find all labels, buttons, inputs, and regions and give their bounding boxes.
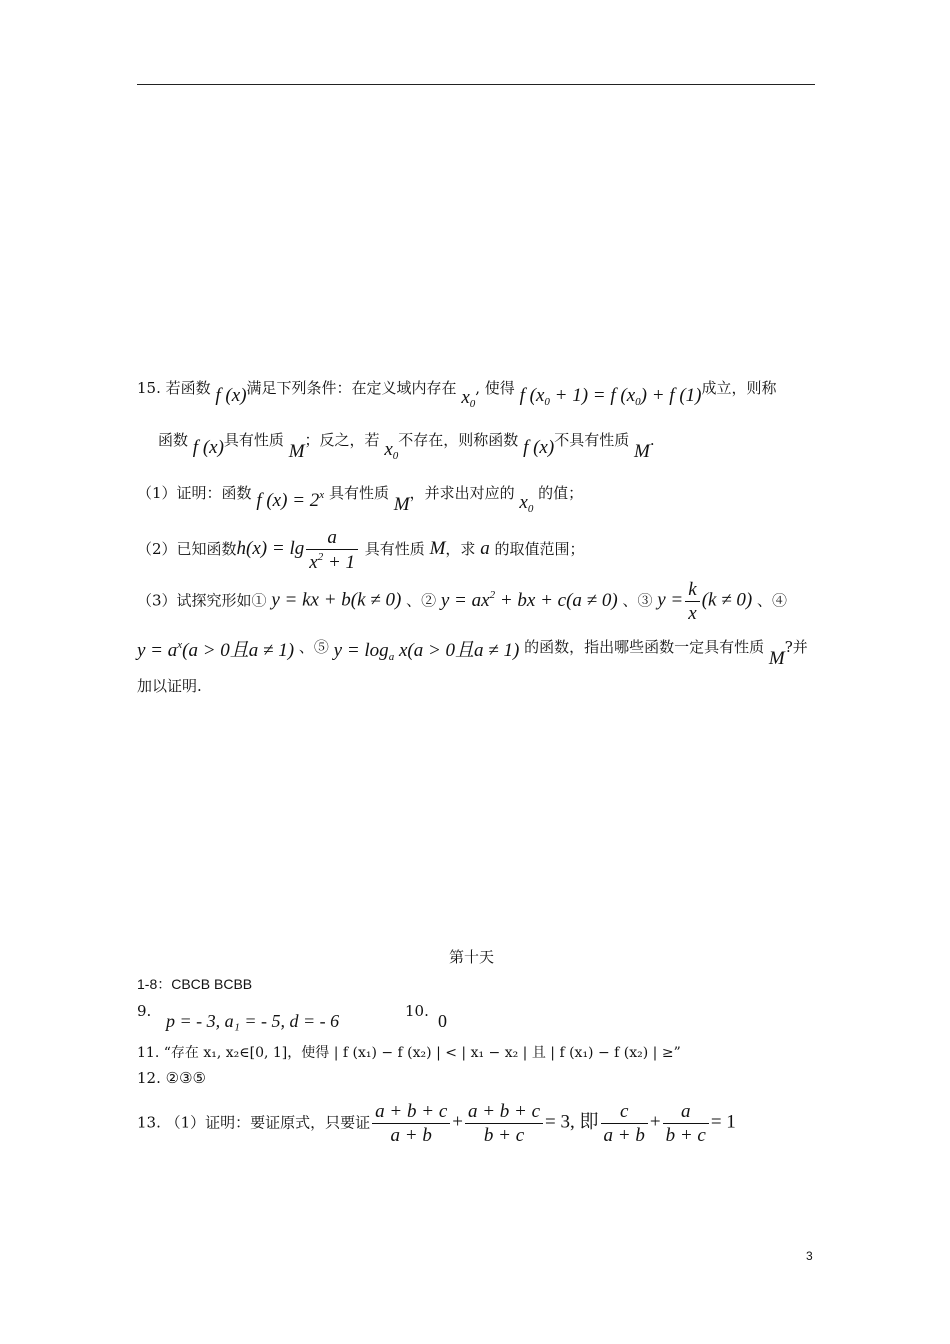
q15-part-2 <box>137 528 585 572</box>
math-fx: f (x) <box>523 437 555 458</box>
math-fx: f (x) <box>215 385 247 406</box>
q15-not-exist: 不存在，则称函数 <box>398 431 519 449</box>
math-M: M <box>288 441 305 462</box>
part3-sep-4: 、④ <box>756 591 787 610</box>
math-M: M <box>768 648 785 669</box>
math-M: M <box>634 441 650 462</box>
q15-has-prop: 具有性质 <box>223 431 284 449</box>
math-log: $y = \log_a x(a > 0$且a ≠ 1) <box>333 640 520 663</box>
answer-12: 12. ②③⑤ <box>137 1069 206 1087</box>
part1-find: ，并求出对应的 <box>409 484 515 502</box>
math-linear: y = kx + b(k ≠ 0) <box>271 589 402 611</box>
part1-value: 的值； <box>538 484 584 502</box>
answer-11: 11. “存在 x₁, x₂∈[0, 1]，使得 | f (x₁) − f (x₂) | < | x₁ − x₂ | 且 | f (x₁) − f (x₂) | ≥” <box>137 1045 681 1061</box>
q15-line-1 <box>137 378 777 410</box>
q15-part-1 <box>137 482 584 515</box>
part3-prove: 加以证明. <box>137 677 202 695</box>
math-exponential: $y = a^x(a > 0$且a ≠ 1) <box>137 639 295 661</box>
math-inverse: y = <box>657 589 684 611</box>
part2-has-prop: 具有性质 <box>364 540 425 558</box>
math-frac-a-x2: $\frac{a}{x^2 + 1}$ <box>306 528 358 572</box>
q15-conversely: ；反之，若 <box>304 431 380 449</box>
q15-holds: 成立，则称 <box>701 379 777 397</box>
answer-10-value: 0 <box>438 1011 447 1031</box>
answer-13-text: 13. （1）证明：要证原式，只要证 <box>137 1113 371 1132</box>
math-fx-2x: f $(x) = 2^x$ <box>256 489 325 511</box>
math-x0: $x_0$ <box>461 387 476 410</box>
answer-13: 13. （1）证明：要证原式，只要证 $\frac{a + b + c}{a + b}$ + $\frac{a + b + c}{b + c}$ = 3, 即 $\frac{c}{a + b}$ + $\frac{a}{b + c}$ = 1 <box>137 1101 736 1146</box>
part2-find: ，求 <box>445 540 476 558</box>
part1-prove: （1）证明：函数 <box>137 484 252 502</box>
part3-sep-3: 、③ <box>622 591 653 610</box>
answer-9-value: p = - 3, a₁ = - 5, d = - 6 <box>166 1011 340 1031</box>
math-frac-k-x: $\frac{k}{x}$ <box>685 580 699 623</box>
answer-9-label: 9. <box>137 1002 152 1020</box>
math-quadratic: $y = ax^2$ + bx + c(a ≠ 0) <box>440 588 618 611</box>
math-frac-abc-ab: $\frac{a + b + c}{a + b}$ <box>372 1102 450 1145</box>
math-frac-a-bc: $\frac{a}{b + c}$ <box>663 1102 709 1145</box>
part2-range: 的取值范围； <box>494 540 585 558</box>
answer-10-label: 10. <box>405 1002 429 1020</box>
math-a: a <box>480 538 490 559</box>
math-hx: h(x) = lg <box>236 538 305 559</box>
q15-not-have: 不具有性质 <box>554 431 630 449</box>
math-M: M <box>393 494 410 515</box>
q15-intro: 15. 若函数 <box>137 379 211 397</box>
math-fx: f (x) <box>192 437 224 458</box>
q15-line-2: 函数 f (x)具有性质 M；反之，若 $x_0$不存在，则称函数 f (x)不具有性质 M. <box>158 431 655 462</box>
part3-and: ?并 <box>784 638 808 656</box>
part3-which: 的函数，指出哪些函数一定具有性质 <box>524 638 765 656</box>
math-x0: $x_0$ <box>519 492 534 515</box>
math-k-neq: (k ≠ 0) <box>701 589 753 611</box>
math-frac-c-ab: $\frac{c}{a + b}$ <box>601 1102 648 1145</box>
q15-func: 函数 <box>158 431 189 449</box>
math-frac-abc-bc: $\frac{a + b + c}{b + c}$ <box>465 1102 543 1145</box>
part3-explore: （3）试探究形如① <box>137 591 267 610</box>
answer-1-8: 1-8：CBCB BCBB <box>137 976 253 992</box>
math-equation: f $(x_0 + 1) = f$ $(x_0) + f$ (1) <box>519 385 702 408</box>
q15-part-3 <box>137 580 787 623</box>
math-x0: $x_0$ <box>384 439 399 462</box>
q15-part-3-line-3 <box>137 679 202 694</box>
page-number: 3 <box>806 1249 813 1263</box>
part3-sep-2: 、② <box>406 591 437 610</box>
part2-given: （2）已知函数 <box>137 540 237 558</box>
math-M: M <box>429 538 446 559</box>
q15-such-that: , 使得 <box>475 379 515 397</box>
answers-heading: 第十天 <box>449 948 495 966</box>
part1-has-prop: 具有性质 <box>328 484 389 502</box>
q15-part-3-line-2 <box>137 636 808 669</box>
q15-condition: 满足下列条件：在定义域内存在 <box>246 379 457 397</box>
header-rule <box>137 84 815 85</box>
part3-sep-5: 、⑤ <box>298 638 329 656</box>
